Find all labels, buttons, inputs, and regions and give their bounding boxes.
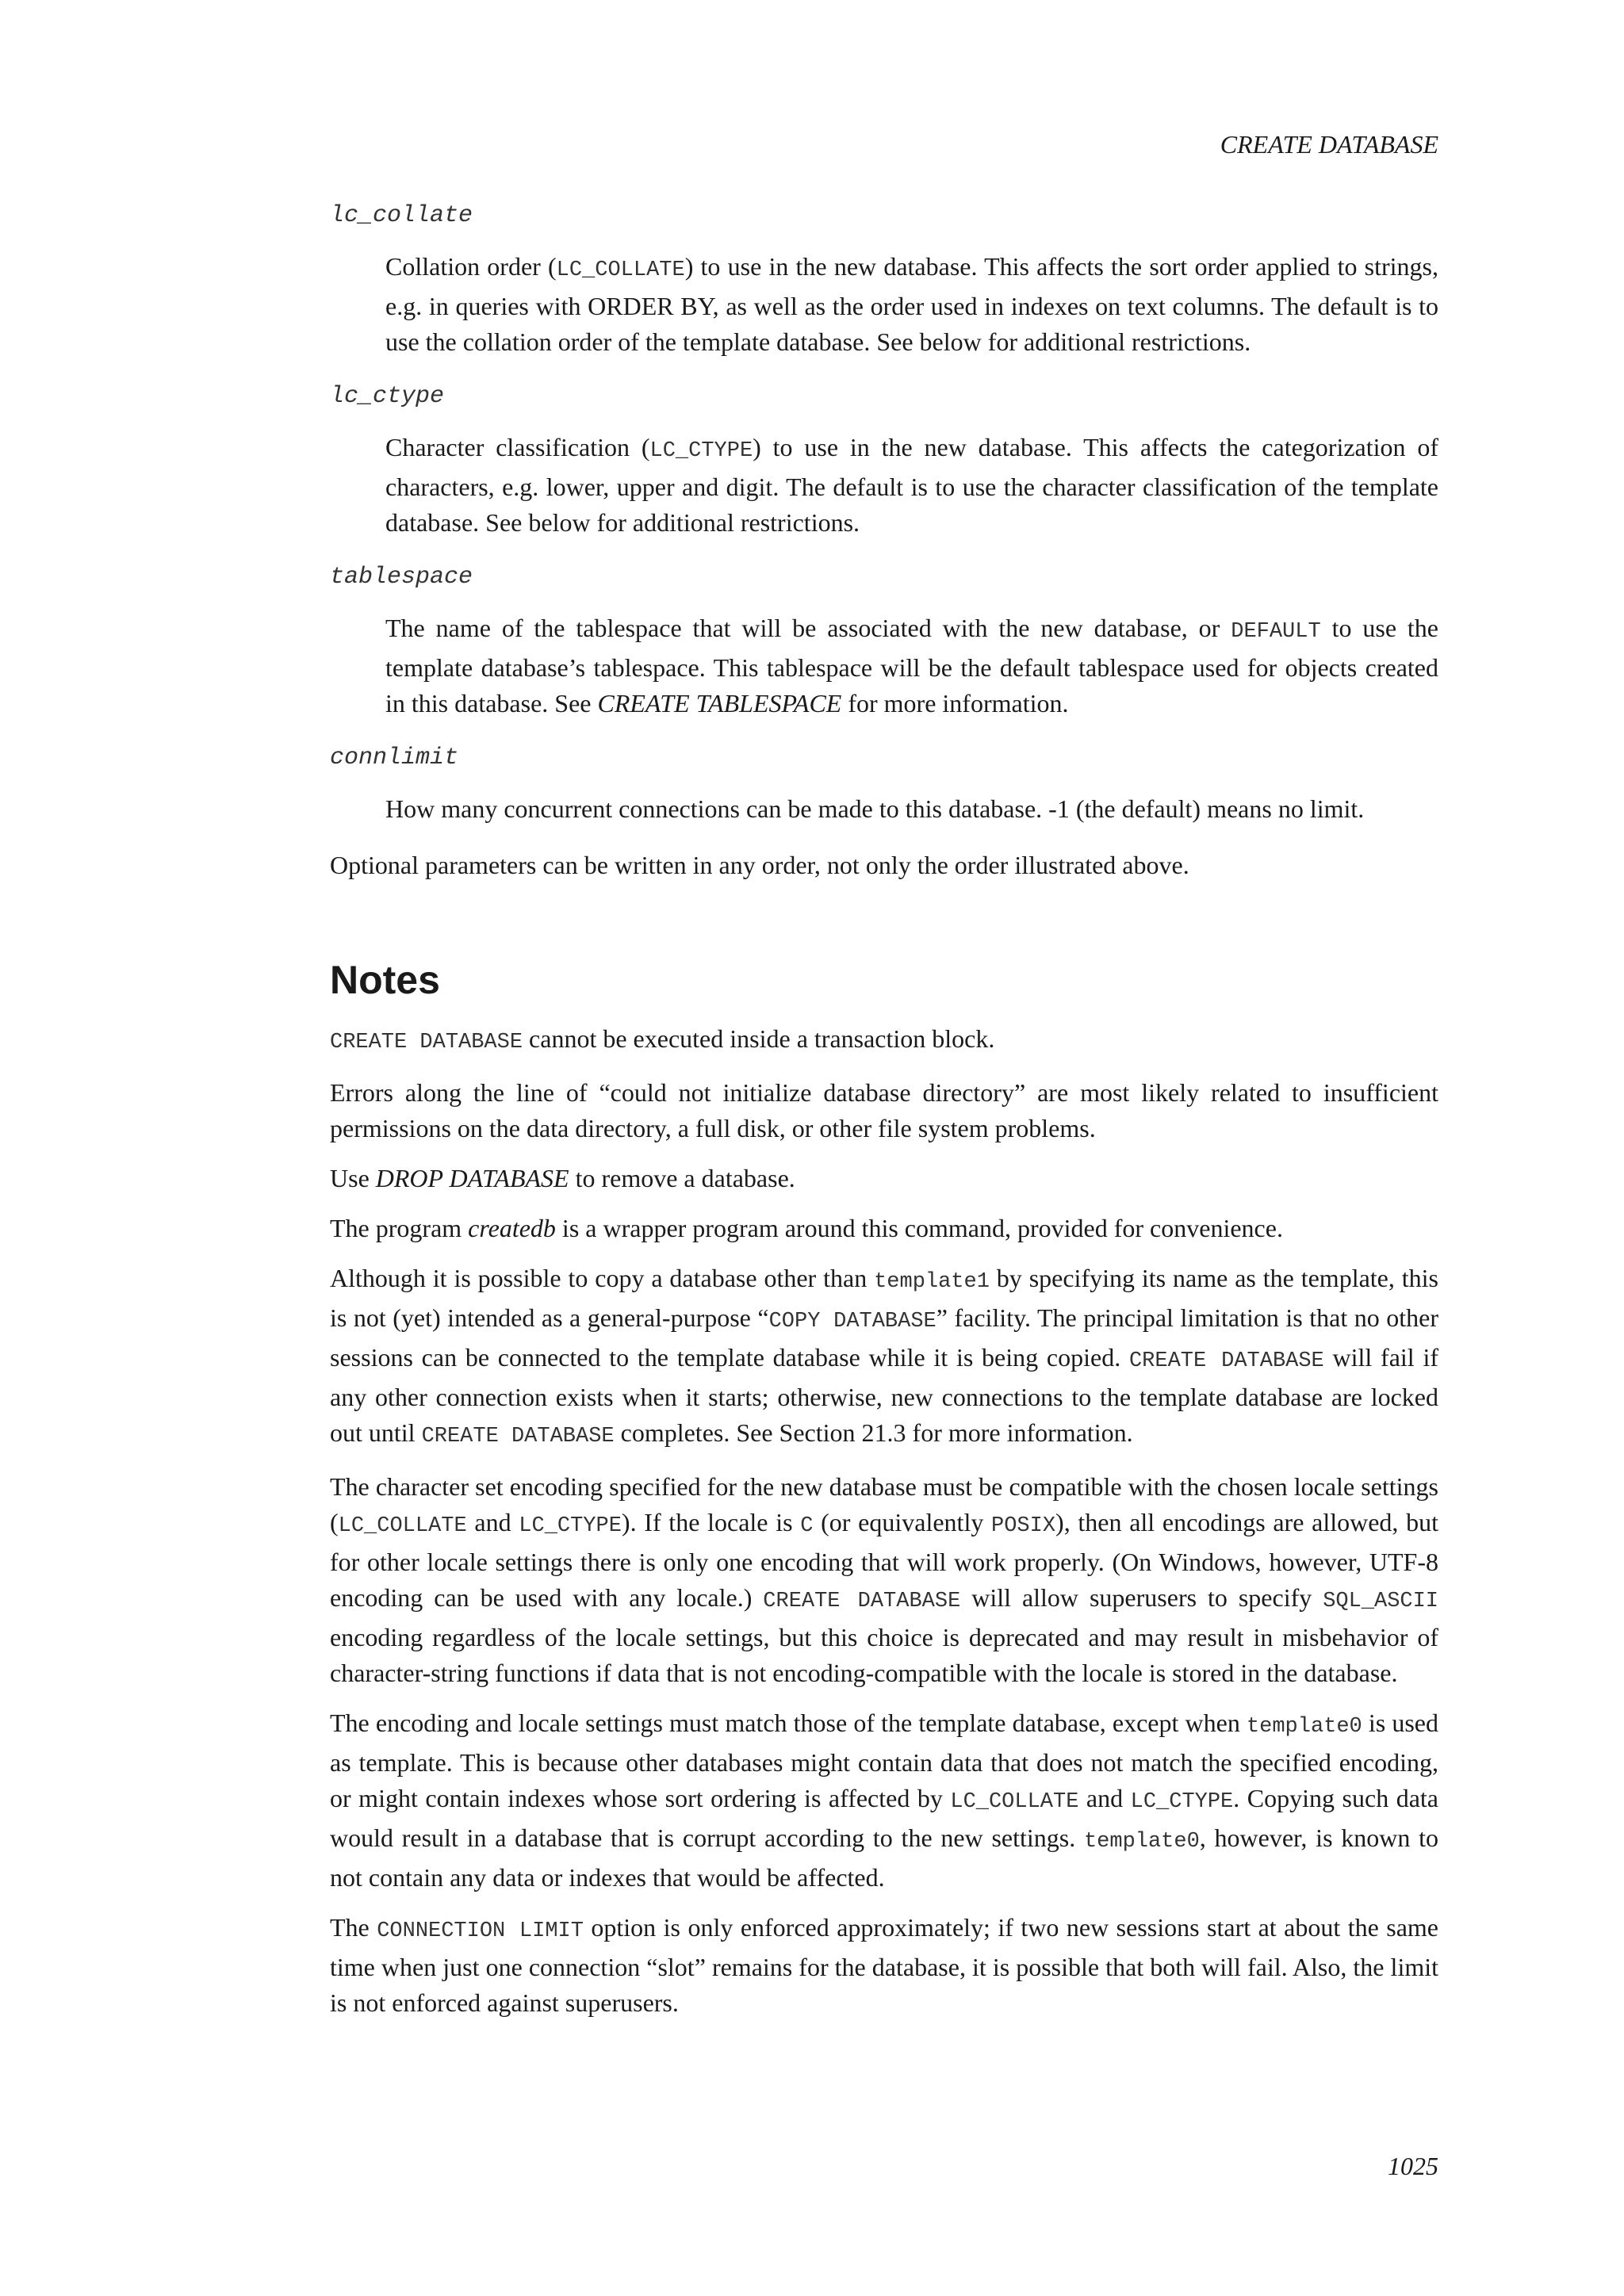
- text-run: Use: [330, 1164, 376, 1192]
- text-run: The encoding and locale settings must match those of the template database, except when: [330, 1709, 1247, 1737]
- notes-paragraph: [330, 1261, 1438, 1455]
- text-run: ), then all encodings are allowed, but for other locale settings there is only one encoding that will work properly. (On Windows, however, UTF-8 encoding can be used with any locale.): [330, 1508, 1438, 1612]
- inline-code: CREATE DATABASE: [1128, 1349, 1324, 1373]
- notes-paragraph: [330, 1705, 1438, 1896]
- inline-code: template1: [874, 1270, 990, 1294]
- inline-code: CREATE DATABASE: [421, 1425, 615, 1448]
- param-desc-lc-collate: [385, 249, 1438, 360]
- text-run: ) to use in the new database. This affects the sort order applied to strings, e.g. in queries with ORDER BY, as well as the order used in indexes on text columns. The default is to use the collation order of the template database. See below for additional restrictions.: [385, 252, 1438, 356]
- text-run: encoding regardless of the locale settings, but this choice is deprecated and may result in misbehavior of character-string functions if data that is not encoding-compatible with the locale is stored in the database.: [330, 1623, 1438, 1687]
- inline-code: SQL_ASCII: [1323, 1590, 1439, 1613]
- param-term-tablespace: tablespace: [330, 564, 473, 591]
- text-run: to remove a database.: [569, 1164, 795, 1192]
- inline-code: DEFAULT: [1231, 620, 1321, 644]
- text-run: (or equivalently: [813, 1508, 992, 1536]
- emphasis-text: CREATE TABLESPACE: [597, 689, 842, 718]
- text-run: . Copying such data would result in a database that is corrupt according to the new settings.: [330, 1784, 1438, 1852]
- param-desc-lc-ctype: [385, 430, 1438, 541]
- text-run: for more information.: [841, 689, 1069, 718]
- text-run: The program: [330, 1214, 469, 1242]
- text-run: Errors along the line of “could not initialize database directory” are most likely related to insufficient permissions on the data directory, a full disk, or other file system problems.: [330, 1078, 1438, 1142]
- text-run: and: [1078, 1784, 1131, 1812]
- text-run: How many concurrent connections can be made to this database. -1 (the default) means no limit.: [385, 794, 1365, 823]
- inline-code: LC_COLLATE: [556, 258, 685, 282]
- param-term-connlimit: connlimit: [330, 744, 459, 771]
- notes-paragraph: [330, 1021, 1438, 1061]
- emphasis-text: createdb: [468, 1214, 556, 1242]
- text-run: Optional parameters can be written in any order, not only the order illustrated above.: [330, 851, 1189, 879]
- text-run: Collation order (: [385, 252, 557, 281]
- inline-code: LC_CTYPE: [649, 439, 753, 463]
- page-number: 1025: [1388, 2152, 1438, 2180]
- inline-code: CREATE DATABASE: [763, 1590, 961, 1613]
- inline-code: template0: [1246, 1715, 1362, 1739]
- text-run: ” facility. The principal limitation is that no other sessions can be connected to the template database while it is being copied.: [330, 1303, 1439, 1372]
- page-content: [330, 200, 1438, 2035]
- text-run: Although it is possible to copy a database other than: [330, 1264, 875, 1292]
- param-desc-tablespace: [385, 610, 1438, 721]
- text-run: completes. See Section 21.3 for more information.: [614, 1418, 1133, 1447]
- param-term-lc-ctype: lc_ctype: [330, 383, 445, 410]
- text-run: will allow superusers to specify: [960, 1583, 1323, 1612]
- inline-code: LC_CTYPE: [519, 1514, 622, 1538]
- inline-code: CREATE DATABASE: [330, 1031, 523, 1054]
- notes-paragraph: [330, 1211, 1438, 1246]
- notes-paragraph: [330, 1469, 1438, 1691]
- text-run: and: [466, 1508, 519, 1536]
- text-run: cannot be executed inside a transaction block.: [523, 1024, 995, 1053]
- inline-code: template0: [1083, 1830, 1200, 1854]
- running-header: CREATE DATABASE: [1220, 130, 1438, 159]
- notes-paragraph: [330, 1075, 1438, 1146]
- closing-paragraph: [330, 848, 1438, 883]
- inline-code: POSIX: [991, 1514, 1056, 1538]
- param-term-lc-collate: lc_collate: [330, 202, 473, 229]
- text-run: The: [330, 1913, 377, 1942]
- text-run: ). If the locale is: [621, 1508, 801, 1536]
- notes-heading: Notes: [330, 958, 440, 1002]
- inline-code: LC_COLLATE: [950, 1790, 1079, 1814]
- inline-code: CONNECTION LIMIT: [377, 1919, 584, 1943]
- inline-code: COPY DATABASE: [768, 1310, 936, 1334]
- text-run: by specifying its name as the template, this is not (yet) intended as a general-purpose “: [330, 1264, 1439, 1332]
- text-run: is a wrapper program around this command, provided for convenience.: [555, 1214, 1283, 1242]
- param-desc-connlimit: [385, 791, 1438, 827]
- emphasis-text: DROP DATABASE: [375, 1164, 569, 1192]
- text-run: option is only enforced approximately; if two new sessions start at about the same time when just one connection “slot” remains for the database, it is possible that both will fail. Also, the limit is not enforced against superusers.: [330, 1913, 1439, 2017]
- text-run: The character set encoding specified for the new database must be compatible with the chosen locale settings (: [330, 1472, 1438, 1536]
- notes-paragraph: [330, 1910, 1438, 2021]
- text-run: will fail if any other connection exists when it starts; otherwise, new connections to the template database are locked out until: [330, 1343, 1439, 1447]
- notes-paragraph: [330, 1161, 1438, 1196]
- inline-code: LC_CTYPE: [1130, 1790, 1234, 1814]
- inline-code: C: [800, 1514, 814, 1538]
- inline-code: LC_COLLATE: [338, 1514, 467, 1538]
- text-run: , however, is known to not contain any data or indexes that would be affected.: [330, 1823, 1439, 1892]
- text-run: is used as template. This is because other databases might contain data that does not match the specified encoding, or might contain indexes whose sort ordering is affected by: [330, 1709, 1439, 1812]
- text-run: ) to use in the new database. This affects the categorization of characters, e.g. lower, upper and digit. The default is to use the character classification of the template database. See below for additional restrictions.: [385, 433, 1439, 537]
- text-run: Character classification (: [385, 433, 650, 461]
- text-run: The name of the tablespace that will be associated with the new database, or: [385, 614, 1231, 642]
- text-run: to use the template database’s tablespace. This tablespace will be the default tablespace used for objects created in this database. See: [385, 614, 1439, 718]
